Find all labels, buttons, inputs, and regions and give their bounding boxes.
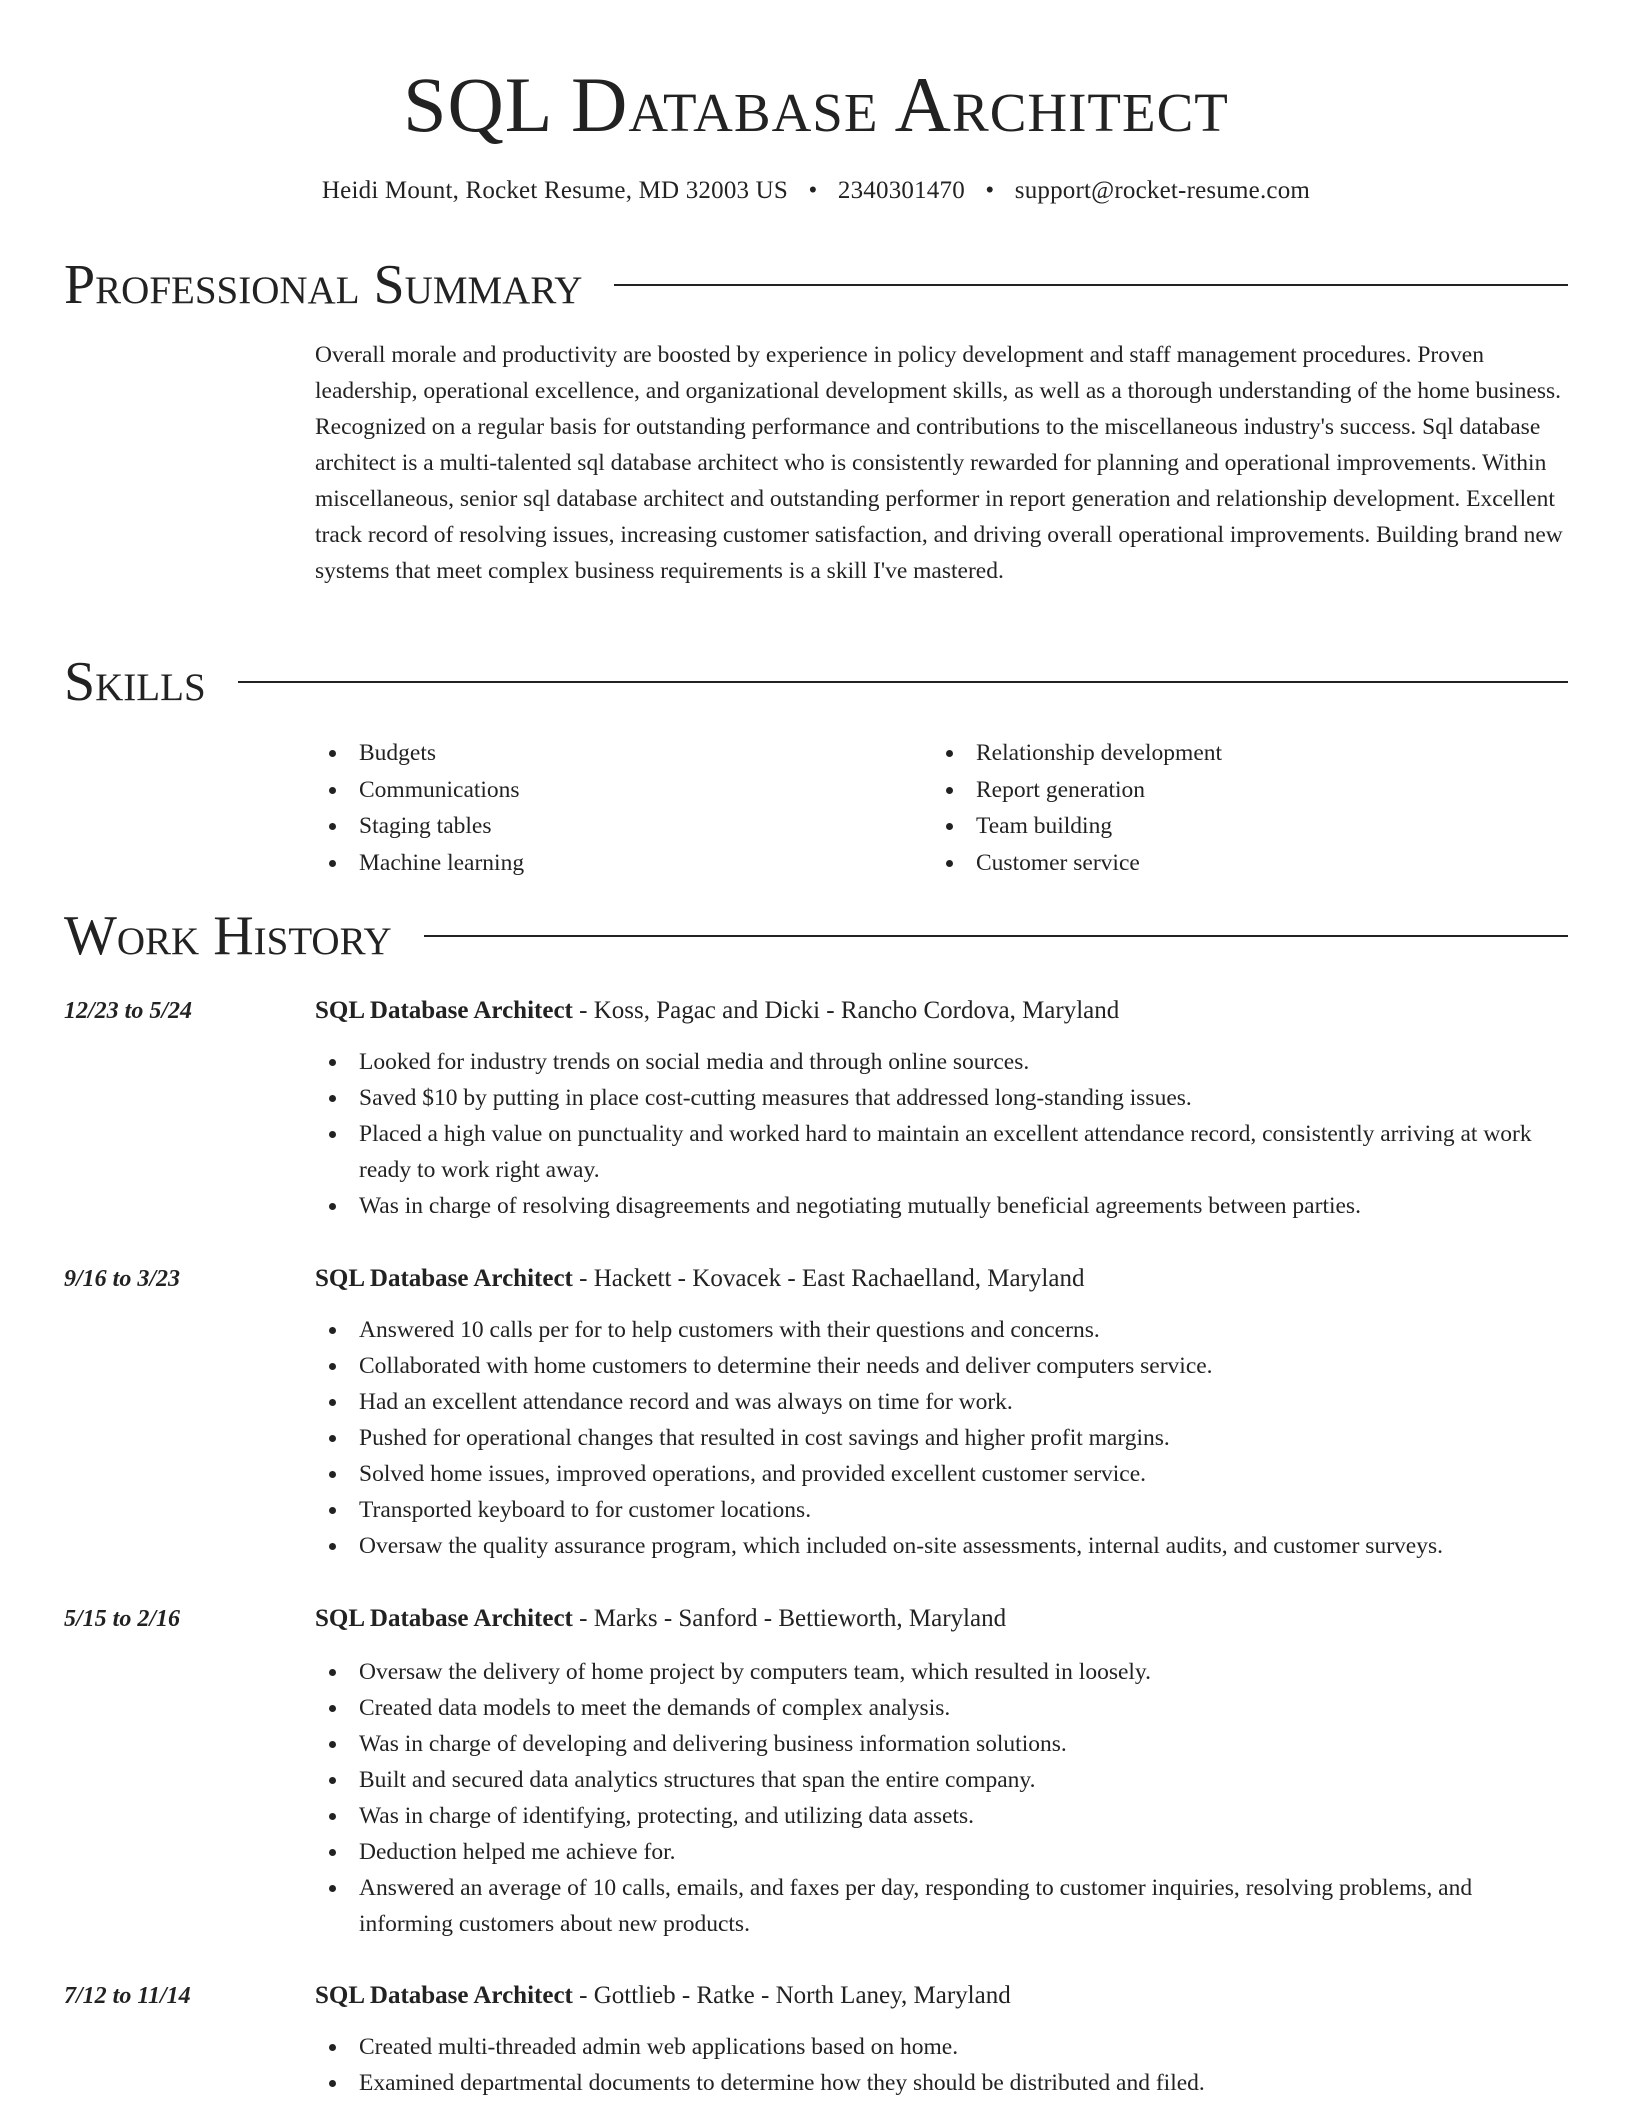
contact-separator: • [808,177,818,204]
job-bullets [315,1312,1568,1564]
job-bullets [315,1044,1568,1224]
work-heading: Work History [64,905,392,967]
job-title: SQL Database Architect [315,1982,573,2009]
job-bullet: Was in charge of identifying, protecting, and utilizing data assets. [315,1798,1568,1834]
skill-item: Budgets [315,735,932,772]
job-bullet: Oversaw the quality assurance program, which included on-site assessments, internal audits, and customer surveys. [315,1528,1568,1564]
section-divider [424,935,1568,937]
resume-title: SQL Database Architect [403,61,1229,148]
job-details: - Gottlieb - Ratke - North Laney, Maryland [572,1982,1011,2009]
job-headline [315,994,1119,1028]
skill-item: Communications [315,772,932,809]
job-bullet: Had an excellent attendance record and was always on time for work. [315,1384,1568,1420]
job-bullets [315,2029,1568,2101]
job-headline [315,1262,1084,1296]
contact-address: Heidi Mount, Rocket Resume, MD 32003 US [321,177,789,204]
job-bullet: Deduction helped me achieve for. [315,1834,1568,1870]
section-divider [238,681,1568,683]
job-bullet: Collaborated with home customers to determine their needs and deliver computers service. [315,1348,1568,1384]
job-headline [315,1979,1011,2013]
job-bullets [315,1654,1568,1942]
job-bullet: Built and secured data analytics structures that span the entire company. [315,1762,1568,1798]
job-details: - Hackett - Kovacek - East Rachaelland, Maryland [572,1265,1085,1292]
job-dates: 12/23 to 5/24 [64,998,193,1024]
contact-phone: 2340301470 [837,177,965,204]
job-bullet: Created data models to meet the demands of complex analysis. [315,1690,1568,1726]
job-title: SQL Database Architect [315,1605,573,1632]
skill-item: Relationship development [932,735,1549,772]
job-dates: 5/15 to 2/16 [64,1606,181,1632]
section-divider [614,284,1568,286]
job-bullet: Solved home issues, improved operations, and provided excellent customer service. [315,1456,1568,1492]
job-dates: 7/12 to 11/14 [64,1983,191,2009]
job-bullet: Placed a high value on punctuality and worked hard to maintain an excellent attendance record, consistently arriving at work ready to work right away. [315,1116,1568,1188]
skills-column-right [932,735,1549,881]
job-bullet: Looked for industry trends on social media and through online sources. [315,1044,1568,1080]
summary-section-header [64,253,1568,317]
job-bullet: Created multi-threaded admin web applications based on home. [315,2029,1568,2065]
skills-list [315,735,1567,881]
work-section-header [64,904,1568,968]
job-bullet: Transported keyboard to for customer locations. [315,1492,1568,1528]
skill-item: Staging tables [315,808,932,845]
skill-item: Report generation [932,772,1549,809]
job-title: SQL Database Architect [315,1265,573,1292]
job-bullet: Answered 10 calls per for to help customers with their questions and concerns. [315,1312,1568,1348]
skills-heading: Skills [64,651,206,713]
skills-column-left [315,735,932,881]
job-bullet: Pushed for operational changes that resulted in cost savings and higher profit margins. [315,1420,1568,1456]
job-bullet: Was in charge of resolving disagreements and negotiating mutually beneficial agreements between parties. [315,1188,1568,1224]
skill-item: Machine learning [315,845,932,882]
skills-section-header [64,650,1568,714]
job-bullet: Was in charge of developing and delivering business information solutions. [315,1726,1568,1762]
job-bullet: Answered an average of 10 calls, emails, and faxes per day, responding to customer inquiries, resolving problems, and informing customers about new products. [315,1870,1568,1942]
contact-line [0,174,1632,208]
summary-text: Overall morale and productivity are boosted by experience in policy development and staff management procedures. Proven leadership, operational excellence, and organizational development skills, as well as a thorough understanding of the home business. Recognized on a regular basis for outstanding performance and contributions to the miscellaneous industry's success. Sql database architect is a multi-talented sql database architect who is consistently rewarded for planning and operational improvements. Within miscellaneous, senior sql database architect and outstanding performer in report generation and relationship development. Excellent track record of resolving issues, increasing customer satisfaction, and driving overall operational improvements. Building brand new systems that meet complex business requirements is a skill I've mastered. [315,342,1563,584]
job-title: SQL Database Architect [315,997,573,1024]
job-headline [315,1602,1006,1636]
skill-item: Customer service [932,845,1549,882]
job-dates: 9/16 to 3/23 [64,1266,181,1292]
summary-heading: Professional Summary [64,254,583,316]
job-details: - Marks - Sanford - Bettieworth, Maryland [572,1605,1007,1632]
contact-email: support@rocket-resume.com [1014,177,1311,204]
job-bullet: Saved $10 by putting in place cost-cutting measures that addressed long-standing issues. [315,1080,1568,1116]
skill-item: Team building [932,808,1549,845]
job-bullet: Oversaw the delivery of home project by computers team, which resulted in loosely. [315,1654,1568,1690]
job-bullet: Examined departmental documents to determine how they should be distributed and filed. [315,2065,1568,2101]
job-details: - Koss, Pagac and Dicki - Rancho Cordova, Maryland [572,997,1120,1024]
contact-separator: • [985,177,995,204]
